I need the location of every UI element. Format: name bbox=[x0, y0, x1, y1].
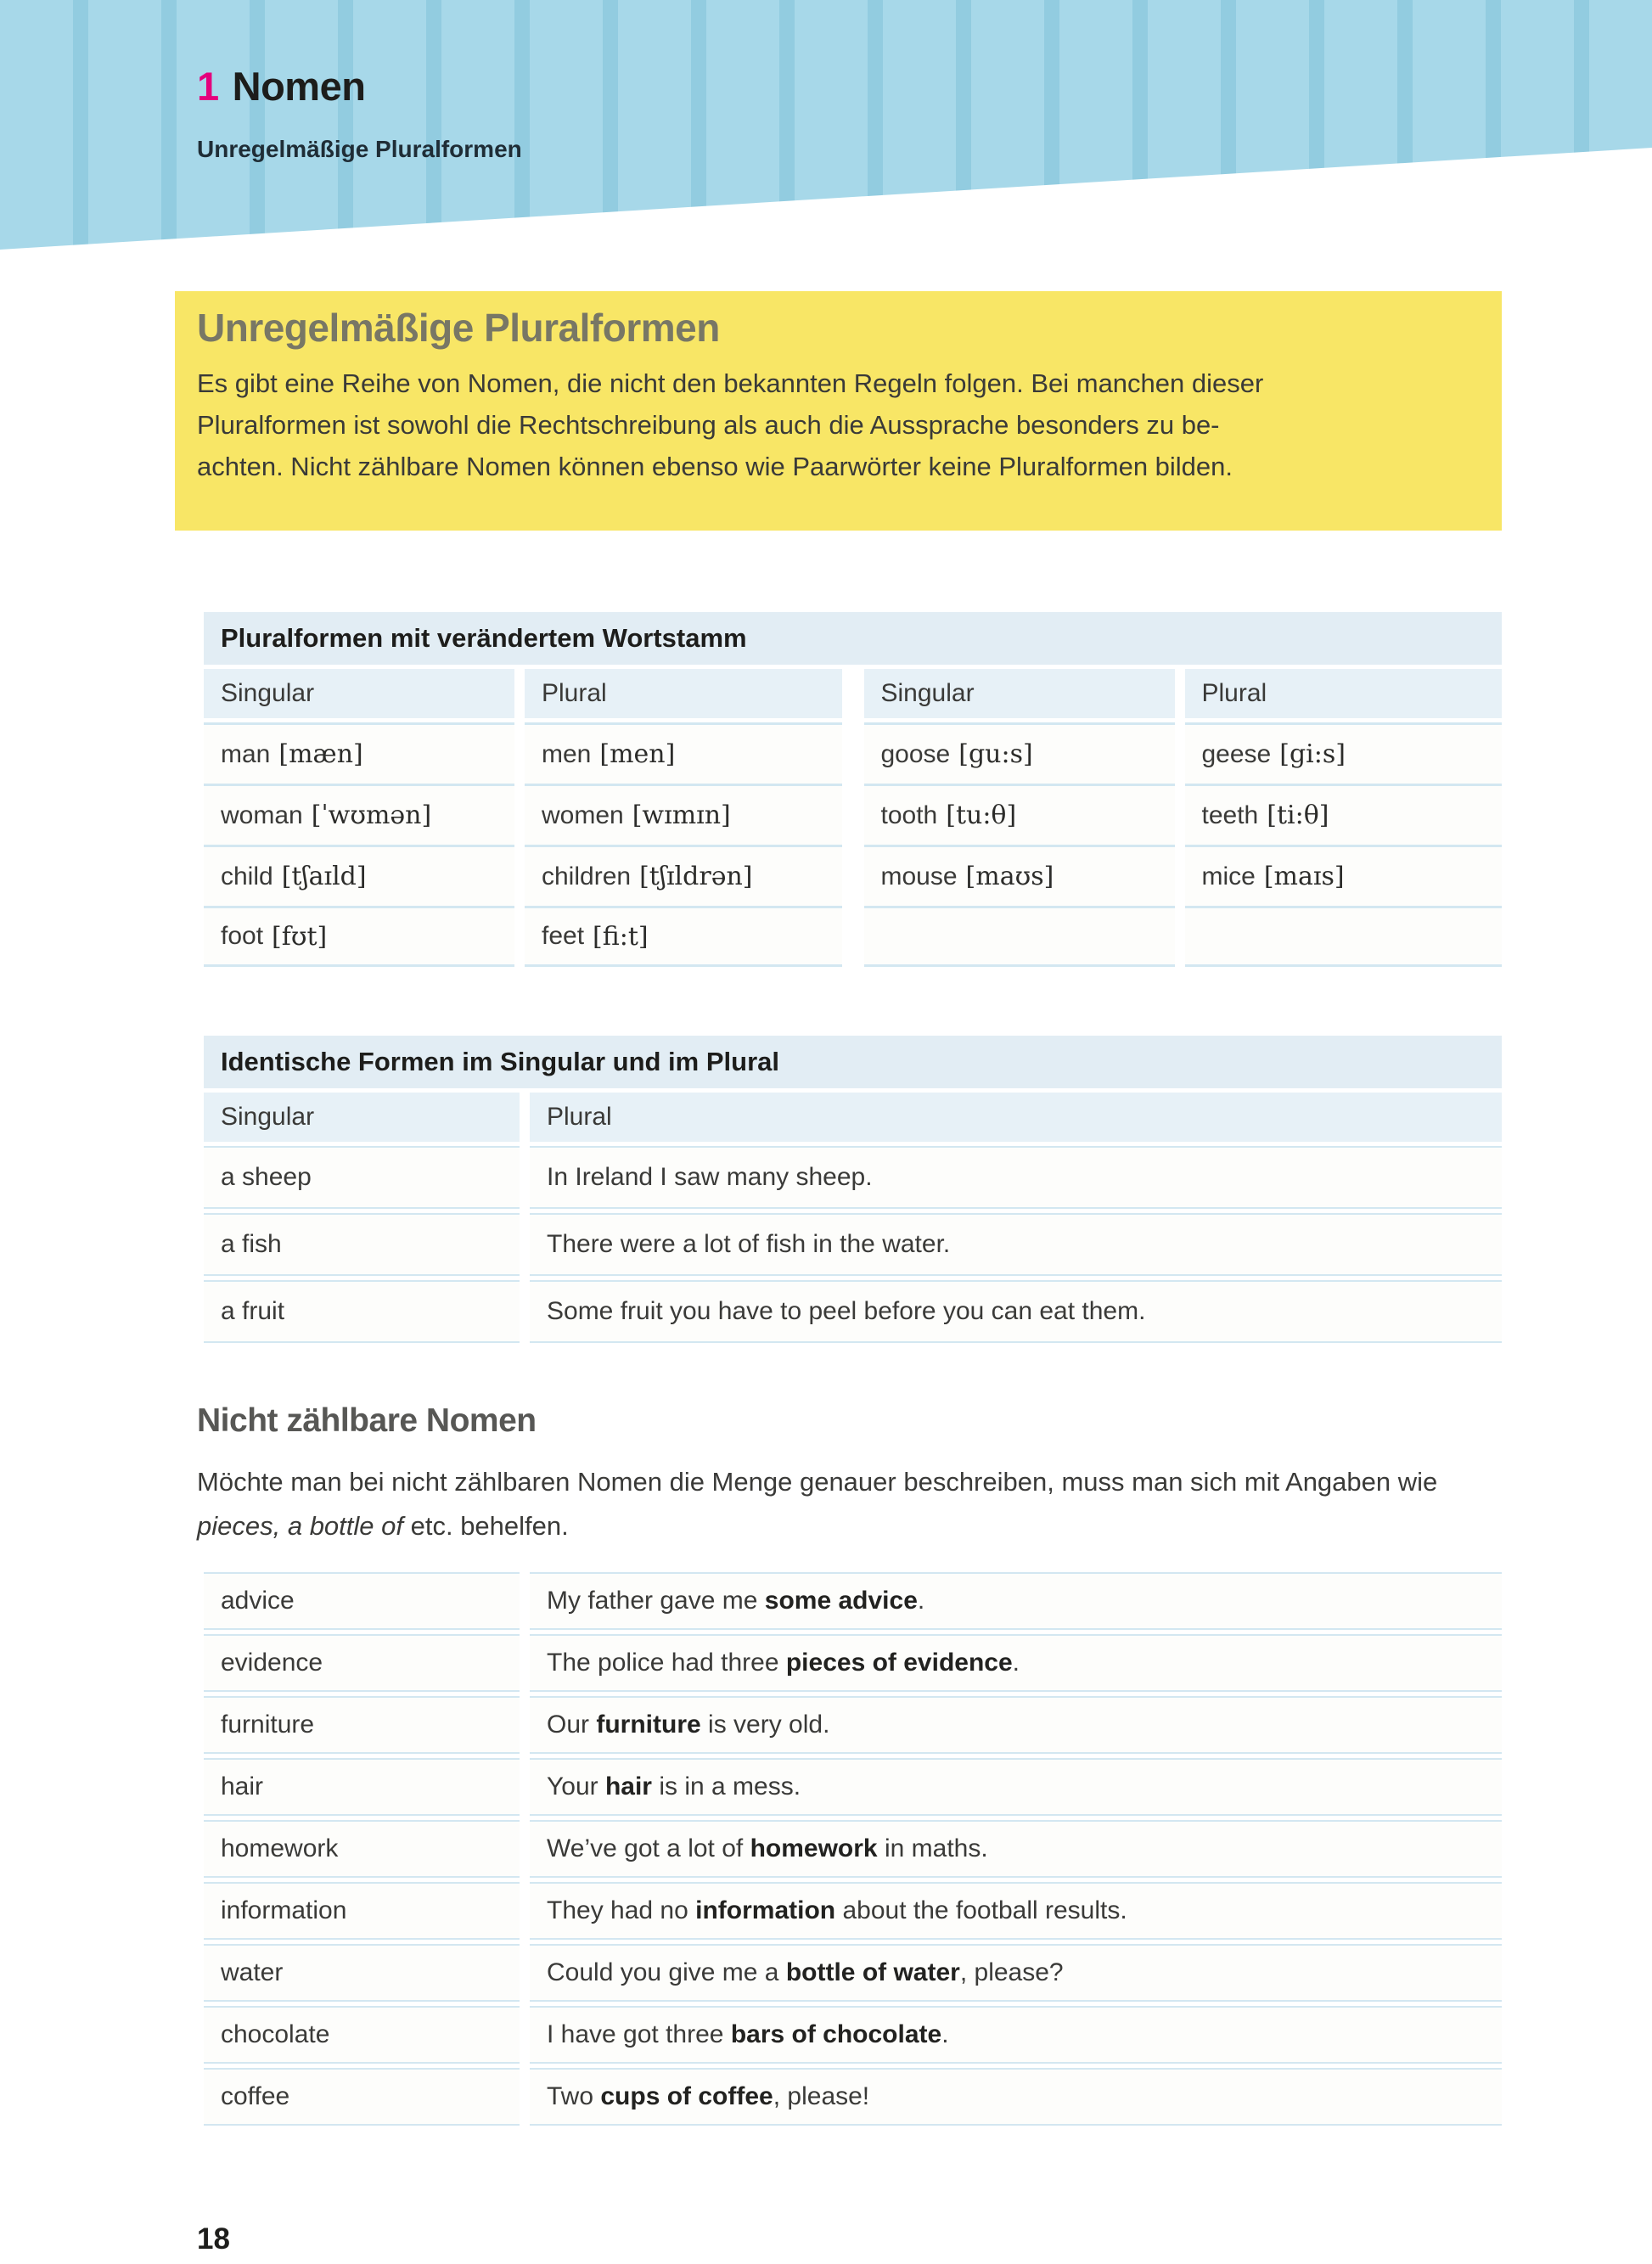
chapter-subtitle: Unregelmäßige Pluralformen bbox=[197, 136, 522, 162]
table-row bbox=[204, 722, 842, 784]
identical-table-title: Identische Formen im Singular und im Plural bbox=[204, 1036, 1502, 1088]
intro-box bbox=[175, 291, 1502, 531]
table-row bbox=[864, 784, 1503, 845]
chapter-heading bbox=[197, 63, 365, 110]
word: teeth bbox=[1201, 801, 1259, 829]
singular-cell: a fish bbox=[204, 1213, 520, 1276]
singular-cell bbox=[204, 784, 514, 845]
stem-table bbox=[204, 612, 1502, 967]
word: woman bbox=[221, 801, 303, 829]
example-cell bbox=[530, 1696, 1502, 1754]
word: children bbox=[542, 862, 632, 890]
table-row bbox=[864, 722, 1503, 784]
sentence-text: The police had three bbox=[547, 1649, 786, 1677]
ipa-text: [mæn] bbox=[278, 739, 363, 769]
example-cell bbox=[530, 1758, 1502, 1816]
sentence-bold: cups of coffee bbox=[600, 2082, 773, 2110]
noun-cell: advice bbox=[204, 1572, 520, 1630]
example-cell bbox=[530, 1572, 1502, 1630]
example-cell bbox=[530, 2068, 1502, 2126]
column-header-singular: Singular bbox=[204, 669, 514, 718]
table-row bbox=[204, 1572, 1502, 1630]
plural-cell bbox=[525, 784, 842, 845]
word: geese bbox=[1201, 739, 1272, 768]
sentence-text: We’ve got a lot of bbox=[547, 1834, 750, 1862]
ipa-text: [maʊs] bbox=[965, 862, 1054, 891]
ipa-text: [gu:s] bbox=[958, 739, 1033, 769]
sentence-text: Two bbox=[547, 2082, 601, 2110]
word: men bbox=[542, 739, 592, 768]
column-header-singular: Singular bbox=[864, 669, 1175, 718]
plural-cell bbox=[525, 722, 842, 784]
intro-line: Es gibt eine Reihe von Nomen, die nicht den bekannten Regeln folgen. Bei manchen dieser bbox=[197, 368, 1264, 398]
column-header-plural: Plural bbox=[1185, 669, 1503, 718]
sentence-text: . bbox=[1012, 1649, 1020, 1677]
singular-cell bbox=[864, 784, 1175, 845]
table-row bbox=[204, 1213, 1502, 1276]
chapter-title: Nomen bbox=[232, 64, 366, 109]
singular-cell bbox=[204, 722, 514, 784]
plural-cell bbox=[1185, 906, 1503, 967]
ipa-text: [tu:θ] bbox=[946, 801, 1017, 830]
word: child bbox=[221, 862, 273, 890]
ipa-text: [fʊt] bbox=[272, 921, 328, 952]
ipa-text: [ti:θ] bbox=[1267, 801, 1329, 830]
noun-cell: chocolate bbox=[204, 2006, 520, 2064]
ipa-text: [fi:t] bbox=[593, 921, 649, 952]
example-cell bbox=[530, 2006, 1502, 2064]
sentence-text: My father gave me bbox=[547, 1587, 765, 1615]
word: feet bbox=[542, 922, 585, 950]
table-row bbox=[864, 845, 1503, 906]
column-header-singular: Singular bbox=[204, 1093, 520, 1142]
table-row bbox=[204, 845, 842, 906]
singular-cell bbox=[204, 906, 514, 967]
sentence-bold: bottle of water bbox=[785, 1958, 960, 1986]
ipa-text: [ˈwʊmən] bbox=[311, 801, 432, 830]
noun-cell: furniture bbox=[204, 1696, 520, 1754]
word: man bbox=[221, 739, 271, 768]
plural-cell bbox=[1185, 784, 1503, 845]
sentence-bold: information bbox=[695, 1896, 836, 1924]
intro-line: achten. Nicht zählbare Nomen können ebenso wie Paarwörter keine Pluralformen bilden. bbox=[197, 452, 1233, 481]
singular-cell: a fruit bbox=[204, 1280, 520, 1343]
identical-forms-table bbox=[204, 1036, 1502, 1343]
table-row bbox=[204, 1944, 1502, 2002]
word: women bbox=[542, 801, 624, 829]
plural-cell bbox=[525, 845, 842, 906]
noun-cell: evidence bbox=[204, 1634, 520, 1692]
ipa-text: [tʃɪldrən] bbox=[639, 862, 753, 891]
intro-title: Unregelmäßige Pluralformen bbox=[197, 306, 720, 350]
section-paragraph bbox=[197, 1460, 1500, 1548]
sentence-text: , please? bbox=[959, 1958, 1064, 1986]
sentence-text: Could you give me a bbox=[547, 1958, 786, 1986]
paragraph-italic-text: pieces, a bottle of bbox=[197, 1511, 403, 1541]
noun-cell: water bbox=[204, 1944, 520, 2002]
sentence-text: about the football results. bbox=[835, 1896, 1127, 1924]
paragraph-text: Möchte man bei nicht zählbaren Nomen die Menge genauer beschreiben, muss man sich mit Angaben wie bbox=[197, 1467, 1445, 1497]
sentence-text: , please! bbox=[773, 2082, 870, 2110]
table-row bbox=[204, 784, 842, 845]
table-row bbox=[204, 1146, 1502, 1209]
table-row bbox=[204, 1280, 1502, 1343]
stem-table-body bbox=[204, 669, 1502, 967]
table-row bbox=[204, 1696, 1502, 1754]
uncountable-table bbox=[204, 1572, 1502, 2126]
noun-cell: coffee bbox=[204, 2068, 520, 2126]
table-row bbox=[204, 2006, 1502, 2064]
sentence-bold: hair bbox=[604, 1772, 652, 1801]
word: foot bbox=[221, 922, 264, 950]
example-cell bbox=[530, 1634, 1502, 1692]
noun-cell: hair bbox=[204, 1758, 520, 1816]
ipa-text: [maɪs] bbox=[1263, 862, 1345, 891]
table-row bbox=[864, 906, 1503, 967]
page-number: 18 bbox=[197, 2222, 230, 2256]
plural-example-cell: There were a lot of fish in the water. bbox=[530, 1213, 1502, 1276]
sentence-text: is very old. bbox=[700, 1711, 830, 1739]
sentence-bold: pieces of evidence bbox=[785, 1649, 1013, 1677]
example-cell bbox=[530, 1944, 1502, 2002]
table-row bbox=[204, 2068, 1502, 2126]
column-header-plural: Plural bbox=[530, 1093, 1502, 1142]
word: goose bbox=[880, 739, 951, 768]
singular-cell bbox=[864, 845, 1175, 906]
example-cell bbox=[530, 1820, 1502, 1878]
plural-example-cell: In Ireland I saw many sheep. bbox=[530, 1146, 1502, 1209]
table-row bbox=[204, 1820, 1502, 1878]
intro-line: Pluralformen ist sowohl die Rechtschreibung als auch die Aussprache besonders zu be- bbox=[197, 410, 1220, 440]
sentence-text: . bbox=[941, 2020, 949, 2048]
sentence-bold: homework bbox=[750, 1834, 878, 1862]
stem-table-title: Pluralformen mit verändertem Wortstamm bbox=[204, 612, 1502, 665]
sentence-bold: bars of chocolate bbox=[730, 2020, 942, 2048]
sentence-text: . bbox=[917, 1587, 925, 1615]
noun-cell: information bbox=[204, 1882, 520, 1940]
section-heading-uncountable: Nicht zählbare Nomen bbox=[197, 1402, 537, 1439]
table-row bbox=[204, 1882, 1502, 1940]
singular-cell: a sheep bbox=[204, 1146, 520, 1209]
header-stripe-band bbox=[0, 0, 1652, 255]
singular-cell bbox=[204, 845, 514, 906]
sentence-text: I have got three bbox=[547, 2020, 731, 2048]
word: mouse bbox=[880, 862, 958, 890]
column-header-plural: Plural bbox=[525, 669, 842, 718]
table-row bbox=[204, 906, 842, 967]
sentence-bold: some advice bbox=[764, 1587, 918, 1615]
ipa-text: [gi:s] bbox=[1279, 739, 1346, 769]
ipa-text: [wɪmɪn] bbox=[632, 801, 731, 830]
table-row bbox=[204, 1634, 1502, 1692]
example-cell bbox=[530, 1882, 1502, 1940]
noun-cell: homework bbox=[204, 1820, 520, 1878]
singular-cell bbox=[864, 906, 1175, 967]
plural-cell bbox=[1185, 845, 1503, 906]
chapter-number: 1 bbox=[197, 64, 219, 109]
sentence-bold: furniture bbox=[596, 1711, 701, 1739]
ipa-text: [men] bbox=[599, 739, 676, 769]
stem-table-right bbox=[864, 669, 1503, 967]
plural-cell bbox=[525, 906, 842, 967]
stem-table-left bbox=[204, 669, 842, 967]
sentence-text: They had no bbox=[547, 1896, 696, 1924]
plural-cell bbox=[1185, 722, 1503, 784]
plural-example-cell: Some fruit you have to peel before you can eat them. bbox=[530, 1280, 1502, 1343]
sentence-text: Your bbox=[547, 1772, 605, 1801]
singular-cell bbox=[864, 722, 1175, 784]
sentence-text: Our bbox=[547, 1711, 597, 1739]
sentence-text: in maths. bbox=[877, 1834, 988, 1862]
table-row bbox=[204, 1758, 1502, 1816]
ipa-text: [tʃaɪld] bbox=[281, 862, 367, 891]
sentence-text: is in a mess. bbox=[651, 1772, 801, 1801]
word: tooth bbox=[880, 801, 938, 829]
word: mice bbox=[1201, 862, 1256, 890]
paragraph-text: etc. behelfen. bbox=[403, 1511, 569, 1541]
